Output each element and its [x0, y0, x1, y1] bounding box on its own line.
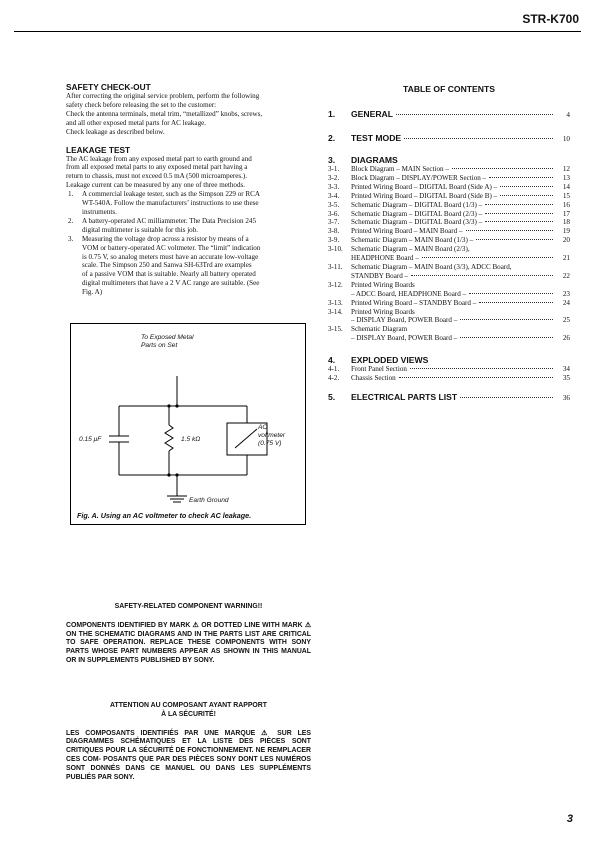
- toc-entry: 3-2. Block Diagram – DISPLAY/POWER Section – 13: [328, 173, 570, 182]
- toc-entry: 3-5. Schematic Diagram – DIGITAL Board (1/3) – 16: [328, 200, 570, 209]
- toc-entry: 3-4. Printed Wiring Board – DIGITAL Board (Side B) – 15: [328, 191, 570, 200]
- list-item: 3. Measuring the voltage drop across a resistor by means of a VOM or battery-operated AC voltmeter. The “limit” indication is 0.75 V, so analog meters must have an accurate low-voltage scale. The Simpson 250 and Sanwa SH-63Trd are examples of a passive VOM that is suitable. Nearly all battery operated digital multimeters that have a 2 V AC range are suitable. (See Fig. A): [68, 234, 261, 297]
- voltmeter-label: AC voltmeter (0.75 V): [258, 424, 286, 447]
- safety-checkout-heading: SAFETY CHECK-OUT: [66, 82, 151, 92]
- junction-dot: [175, 404, 178, 407]
- toc-entry: HEADPHONE Board – 21: [351, 254, 570, 263]
- toc-section-electrical-parts: 5. ELECTRICAL PARTS LIST 36: [328, 391, 570, 402]
- toc-entry: 3-9. Schematic Diagram – MAIN Board (1/3) – 20: [328, 236, 570, 245]
- text-line: safety check before releasing the set to the customer:: [66, 100, 217, 109]
- text-line: Check leakage as described below.: [66, 127, 165, 136]
- toc-entry: 3-14. Printed Wiring Boards: [328, 307, 415, 316]
- text-line: return to chassis, must not exceed 0.5 mA (500 microamperes.).: [66, 172, 248, 181]
- list-item: 1. A commercial leakage tester, such as the Simpson 229 or RCA WT-540A. Follow the manufacturers’ instructions to use these instruments.: [68, 190, 261, 216]
- toc-entry: 3-8. Printed Wiring Board – MAIN Board – 19: [328, 227, 570, 236]
- toc-entry: STANDBY Board – 22: [351, 271, 570, 280]
- toc-entry: 3-13. Printed Wiring Board – STANDBY Board – 24: [328, 298, 570, 307]
- junction-dot: [175, 473, 178, 476]
- warning-title-line-2: À LA SÉCURITÉ!: [161, 710, 216, 718]
- capacitor-label: 0.15 μF: [79, 436, 102, 443]
- figure-a: [70, 323, 306, 525]
- toc-section-test-mode: 2. TEST MODE 10: [328, 133, 570, 143]
- probe-label: To Exposed Metal Parts on Set: [141, 334, 194, 349]
- toc-entry: 4-2. Chassis Section 35: [328, 374, 570, 383]
- text-line: Leakage current can be measured by any one of three methods.: [66, 181, 246, 190]
- toc-entry: 3-7. Schematic Diagram – DIGITAL Board (3/3) – 18: [328, 218, 570, 227]
- voltmeter-needle: [235, 429, 257, 448]
- warning-title: SAFETY-RELATED COMPONENT WARNING!!: [114, 603, 263, 610]
- toc-entry: 3-3. Printed Wiring Board – DIGITAL Board (Side A) – 14: [328, 182, 570, 191]
- safety-warning-french: [66, 702, 311, 782]
- left-column: [66, 82, 308, 297]
- page-number: 3: [566, 813, 573, 825]
- warning-body: LES COMPOSANTS IDENTIFIÉS PAR UNE MARQUE ⚠ SUR LES DIAGRAMMES SCHÉMATIQUES ET LA LISTE DES PIÈCES SONT CRITIQUES POUR LA SÉCURITÉ DE FONCTIONNEMENT. NE REMPLACER CES COM- POSANTS QUE PAR DES PIÈCES SONY DONT LES NUMÉROS SONT DONNÉS DANS CE MANUEL OU DANS LES SUPPLÉMENTS PUBLIÉS PAR SONY.: [66, 729, 311, 781]
- junction-dot: [167, 404, 170, 407]
- resistor-label: 1.5 kΩ: [181, 436, 201, 443]
- resistor-zigzag: [165, 425, 173, 451]
- list-item: 2. A battery-operated AC milliammeter. The Data Precision 245 digital multimeter is suitable for this job.: [68, 216, 257, 234]
- safety-warning-english: [66, 603, 311, 666]
- toc-section-exploded-views: 4. EXPLODED VIEWS: [328, 355, 429, 366]
- toc-section-general: 1. GENERAL 4: [328, 109, 570, 119]
- figure-caption: Fig. A. Using an AC voltmeter to check AC leakage.: [77, 511, 252, 520]
- toc-entry: 3-11. Schematic Diagram – MAIN Board (3/3), ADCC Board,: [328, 262, 512, 271]
- safety-checkout-text: [66, 92, 308, 137]
- text-line: from all exposed metal parts to any exposed metal part having a: [66, 163, 248, 172]
- text-line: The AC leakage from any exposed metal part to earth ground and: [66, 154, 252, 163]
- warning-title-line-1: ATTENTION AU COMPOSANT AYANT RAPPORT: [110, 702, 267, 709]
- warning-body: COMPONENTS IDENTIFIED BY MARK ⚠ OR DOTTED LINE WITH MARK ⚠ ON THE SCHEMATIC DIAGRAMS AND IN THE PARTS LIST ARE CRITICAL TO SAFE OPERATION. REPLACE THESE COMPONENTS WITH SONY PARTS WHOSE PART NUMBERS APPEAR AS SHOWN IN THIS MANUAL OR IN SUPPLEMENTS PUBLISHED BY SONY.: [66, 621, 311, 664]
- toc-entry: 4-1. Front Panel Section 34: [328, 365, 570, 374]
- toc-entry: 3-1. Block Diagram – MAIN Section – 12: [328, 165, 570, 173]
- leakage-methods-list: [66, 190, 308, 297]
- toc-exploded-list: [328, 365, 570, 383]
- header-rule: [14, 31, 581, 32]
- toc-title: TABLE OF CONTENTS: [403, 84, 495, 94]
- toc-entry: 3-15. Schematic Diagram: [328, 325, 408, 334]
- toc-diagram-list: [328, 165, 570, 343]
- table-of-contents: [328, 84, 570, 402]
- toc-entry: 3-10. Schematic Diagram – MAIN Board (2/3),: [328, 245, 470, 254]
- toc-entry: 3-12. Printed Wiring Boards: [328, 280, 415, 289]
- toc-entry: – DISPLAY Board, POWER Board – 26: [351, 334, 570, 343]
- junction-dot: [167, 473, 170, 476]
- leakage-test-text: [66, 155, 308, 191]
- model-number: STR-K700: [522, 12, 579, 26]
- text-line: Check the antenna terminals, metal trim, “metallized” knobs, screws,: [66, 109, 263, 118]
- toc-section-diagrams: 3. DIAGRAMS: [328, 155, 398, 165]
- leakage-test-heading: LEAKAGE TEST: [66, 144, 131, 155]
- text-line: After correcting the original service problem, perform the following: [66, 92, 260, 100]
- toc-entry: – DISPLAY Board, POWER Board – 25: [351, 316, 570, 325]
- earth-ground-label: Earth Ground: [189, 497, 229, 504]
- toc-entry: 3-6. Schematic Diagram – DIGITAL Board (2/3) – 17: [328, 209, 570, 218]
- toc-entry: – ADCC Board, HEADPHONE Board – 23: [351, 289, 570, 298]
- text-line: and all other exposed metal parts for AC leakage.: [66, 118, 207, 127]
